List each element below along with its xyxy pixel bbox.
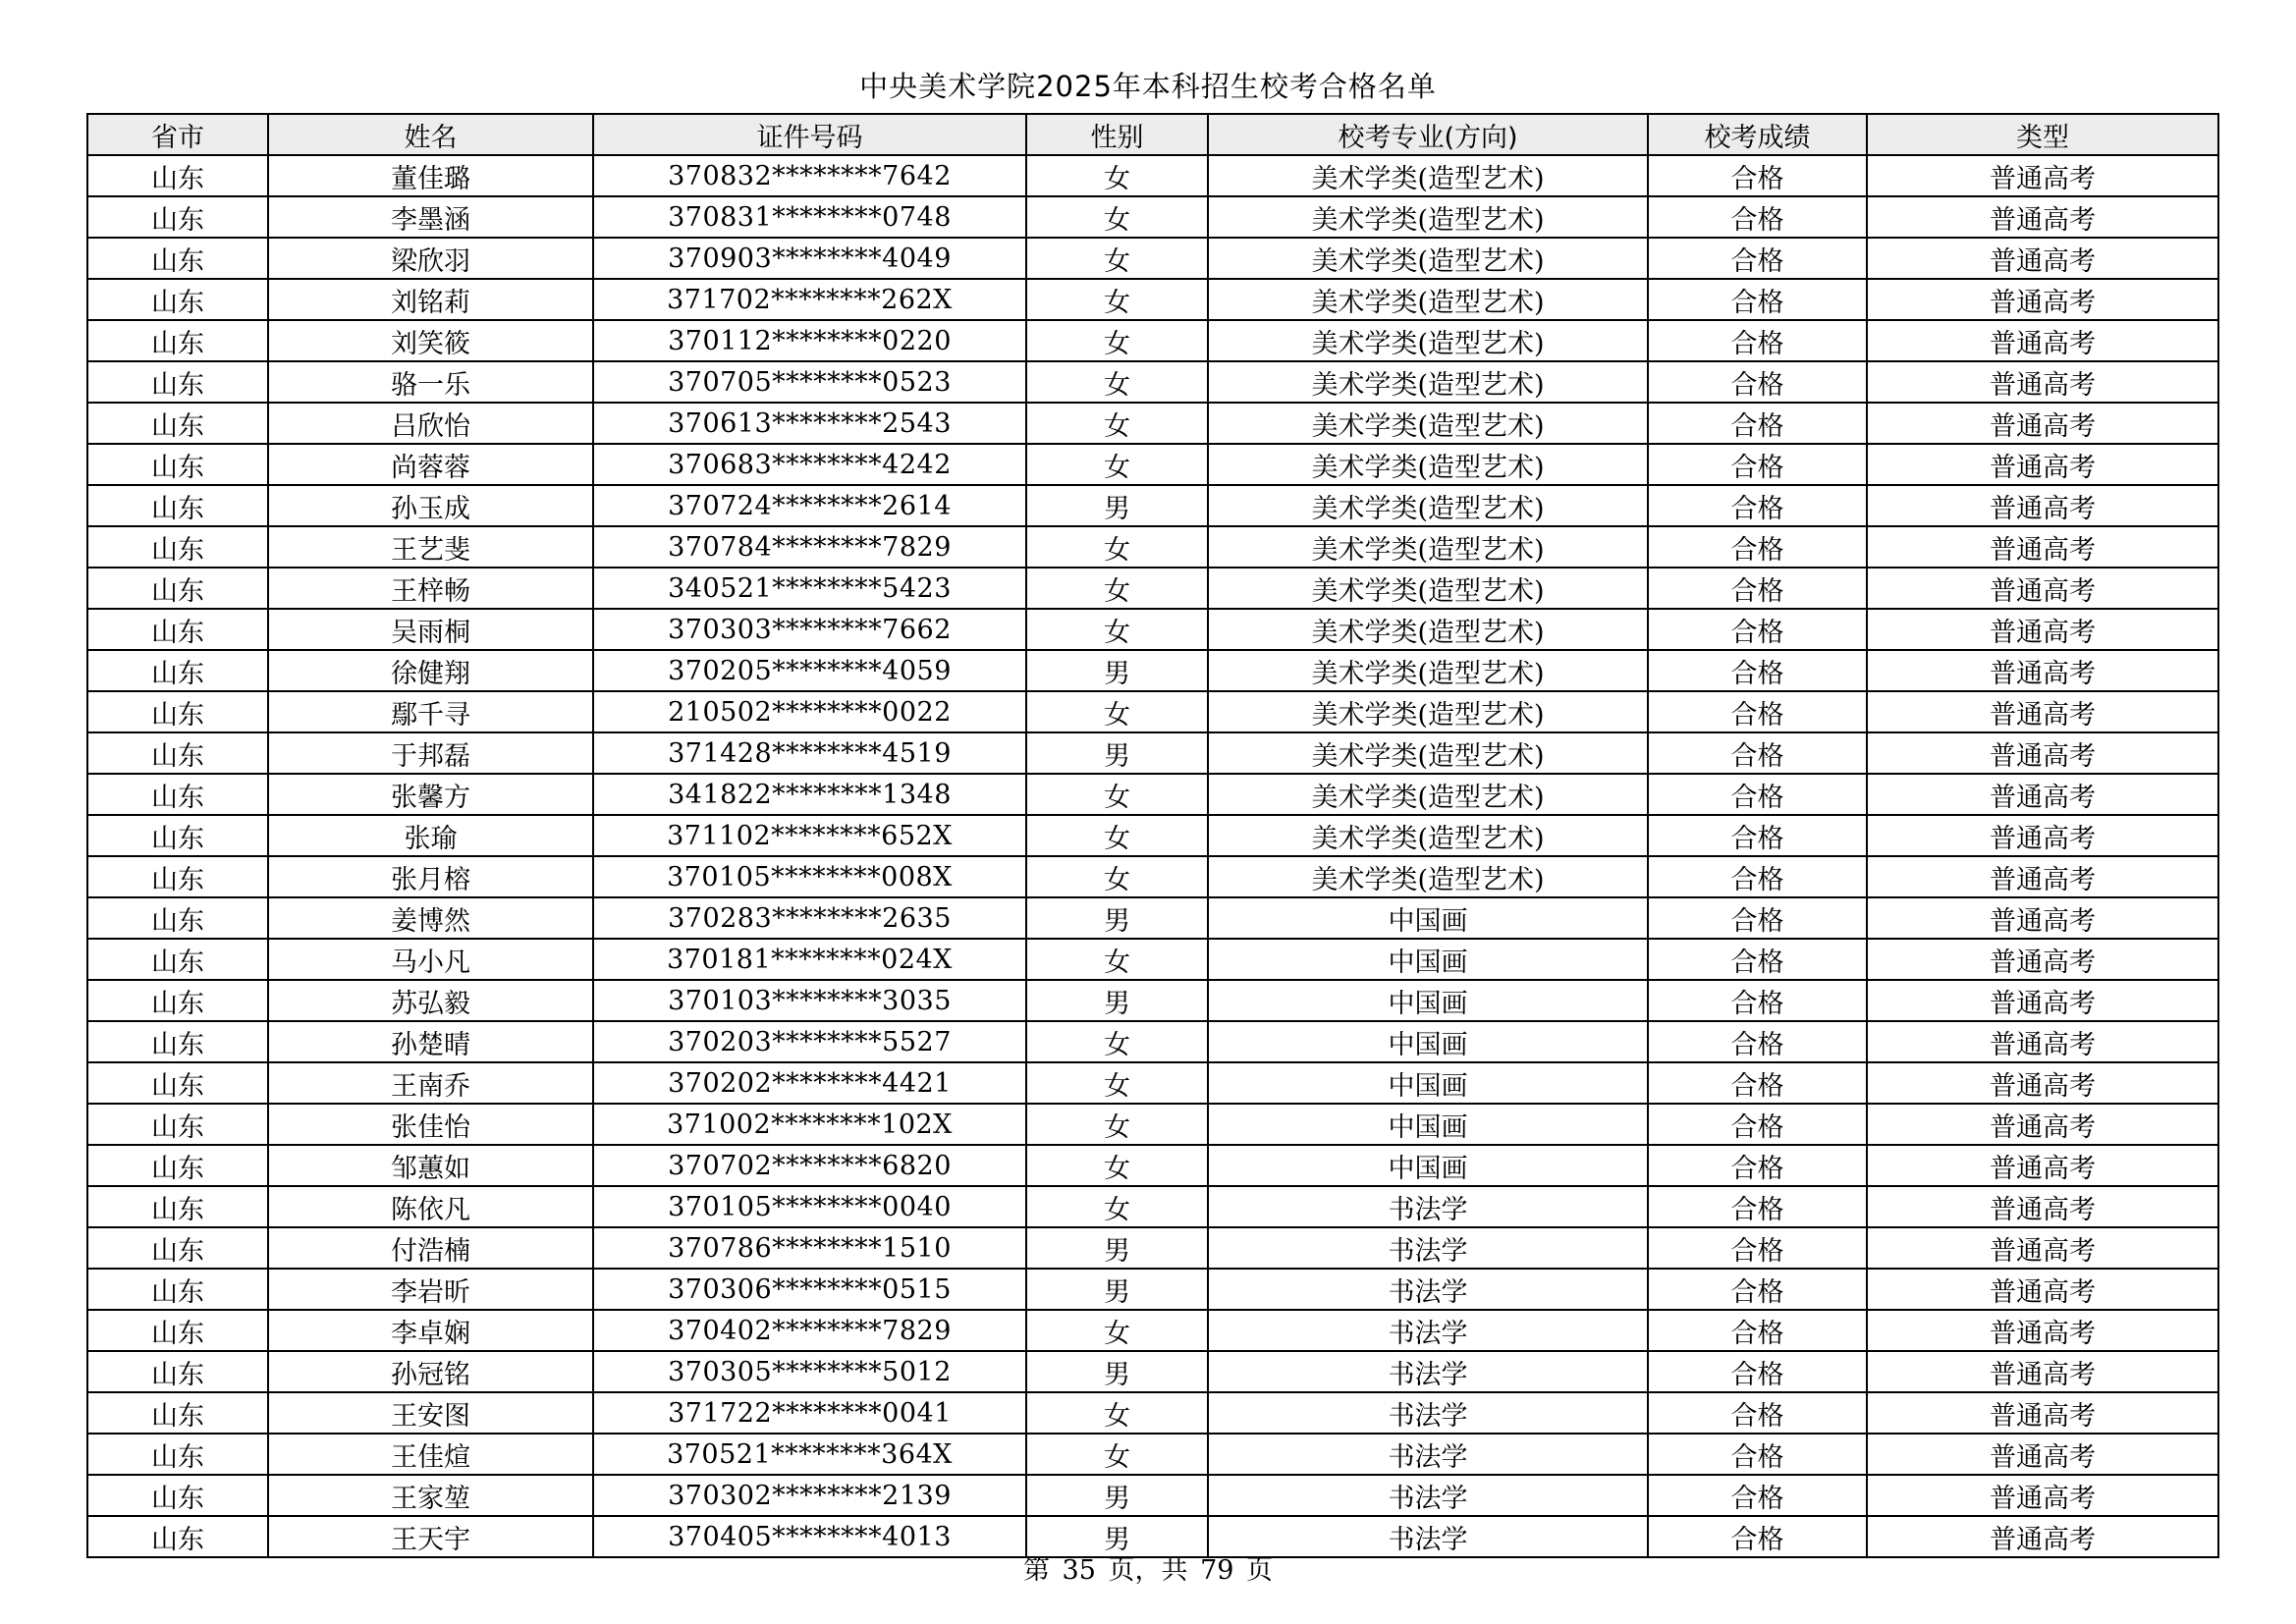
cell-name: 尚蓉蓉 (268, 444, 593, 485)
cell-type: 普通高考 (1867, 980, 2218, 1021)
cell-type: 普通高考 (1867, 774, 2218, 815)
cell-gender: 女 (1026, 609, 1208, 650)
cell-result: 合格 (1648, 939, 1867, 980)
cell-result: 合格 (1648, 732, 1867, 774)
cell-name: 王佳煊 (268, 1434, 593, 1475)
cell-name: 李墨涵 (268, 196, 593, 238)
table-row (87, 1434, 2218, 1475)
header-province: 省市 (87, 114, 268, 155)
cell-result: 合格 (1648, 196, 1867, 238)
table-row (87, 196, 2218, 238)
cell-id-number: 370784********7829 (593, 526, 1026, 568)
cell-name: 梁欣羽 (268, 238, 593, 279)
cell-name: 姜博然 (268, 897, 593, 939)
cell-id-number: 370613********2543 (593, 403, 1026, 444)
header-gender: 性别 (1026, 114, 1208, 155)
cell-name: 王安图 (268, 1392, 593, 1434)
cell-name: 孙玉成 (268, 485, 593, 526)
cell-id-number: 370683********4242 (593, 444, 1026, 485)
cell-name: 邹蕙如 (268, 1145, 593, 1186)
cell-gender: 女 (1026, 155, 1208, 196)
cell-type: 普通高考 (1867, 238, 2218, 279)
cell-type: 普通高考 (1867, 939, 2218, 980)
cell-province: 山东 (87, 856, 268, 897)
cell-name: 张月榕 (268, 856, 593, 897)
cell-province: 山东 (87, 155, 268, 196)
cell-id-number: 371702********262X (593, 279, 1026, 320)
cell-type: 普通高考 (1867, 320, 2218, 361)
page-footer: 第 35 页，共 79 页 (1022, 1555, 1274, 1586)
cell-major: 美术学类(造型艺术) (1208, 403, 1648, 444)
cell-type: 普通高考 (1867, 403, 2218, 444)
cell-id-number: 341822********1348 (593, 774, 1026, 815)
cell-name: 王天宇 (268, 1516, 593, 1557)
cell-province: 山东 (87, 1516, 268, 1557)
cell-gender: 女 (1026, 568, 1208, 609)
cell-id-number: 370405********4013 (593, 1516, 1026, 1557)
cell-name: 付浩楠 (268, 1227, 593, 1269)
cell-gender: 女 (1026, 196, 1208, 238)
cell-type: 普通高考 (1867, 1516, 2218, 1557)
cell-major: 中国画 (1208, 939, 1648, 980)
cell-result: 合格 (1648, 1021, 1867, 1062)
table-row (87, 774, 2218, 815)
cell-type: 普通高考 (1867, 732, 2218, 774)
cell-gender: 女 (1026, 1021, 1208, 1062)
cell-id-number: 370205********4059 (593, 650, 1026, 691)
cell-gender: 女 (1026, 1104, 1208, 1145)
cell-major: 书法学 (1208, 1392, 1648, 1434)
cell-major: 美术学类(造型艺术) (1208, 609, 1648, 650)
cell-name: 李岩昕 (268, 1269, 593, 1310)
cell-name: 刘铭莉 (268, 279, 593, 320)
table-row (87, 1062, 2218, 1104)
cell-result: 合格 (1648, 320, 1867, 361)
cell-gender: 男 (1026, 1351, 1208, 1392)
cell-gender: 女 (1026, 815, 1208, 856)
cell-id-number: 370303********7662 (593, 609, 1026, 650)
cell-major: 美术学类(造型艺术) (1208, 732, 1648, 774)
cell-name: 王南乔 (268, 1062, 593, 1104)
cell-result: 合格 (1648, 1310, 1867, 1351)
table-row (87, 1021, 2218, 1062)
cell-major: 美术学类(造型艺术) (1208, 691, 1648, 732)
cell-gender: 女 (1026, 856, 1208, 897)
table-row (87, 526, 2218, 568)
cell-result: 合格 (1648, 815, 1867, 856)
results-table (86, 113, 2219, 1558)
cell-province: 山东 (87, 815, 268, 856)
cell-province: 山东 (87, 691, 268, 732)
cell-province: 山东 (87, 1269, 268, 1310)
cell-result: 合格 (1648, 155, 1867, 196)
cell-id-number: 370181********024X (593, 939, 1026, 980)
cell-name: 董佳璐 (268, 155, 593, 196)
cell-id-number: 370202********4421 (593, 1062, 1026, 1104)
cell-major: 美术学类(造型艺术) (1208, 774, 1648, 815)
table-row (87, 320, 2218, 361)
cell-id-number: 370305********5012 (593, 1351, 1026, 1392)
cell-result: 合格 (1648, 361, 1867, 403)
table-row (87, 650, 2218, 691)
cell-name: 王艺斐 (268, 526, 593, 568)
cell-result: 合格 (1648, 1516, 1867, 1557)
cell-name: 苏弘毅 (268, 980, 593, 1021)
cell-gender: 女 (1026, 774, 1208, 815)
header-type: 类型 (1867, 114, 2218, 155)
cell-id-number: 370705********0523 (593, 361, 1026, 403)
cell-name: 王梓畅 (268, 568, 593, 609)
cell-type: 普通高考 (1867, 1434, 2218, 1475)
cell-major: 书法学 (1208, 1186, 1648, 1227)
cell-major: 美术学类(造型艺术) (1208, 238, 1648, 279)
cell-id-number: 370903********4049 (593, 238, 1026, 279)
cell-province: 山东 (87, 238, 268, 279)
cell-gender: 男 (1026, 1475, 1208, 1516)
cell-type: 普通高考 (1867, 1227, 2218, 1269)
cell-gender: 男 (1026, 897, 1208, 939)
cell-province: 山东 (87, 320, 268, 361)
cell-type: 普通高考 (1867, 361, 2218, 403)
cell-id-number: 210502********0022 (593, 691, 1026, 732)
cell-major: 美术学类(造型艺术) (1208, 361, 1648, 403)
cell-gender: 男 (1026, 485, 1208, 526)
document-title: 中央美术学院2025年本科招生校考合格名单 (859, 70, 1437, 103)
cell-province: 山东 (87, 485, 268, 526)
cell-gender: 男 (1026, 1269, 1208, 1310)
cell-id-number: 340521********5423 (593, 568, 1026, 609)
cell-name: 骆一乐 (268, 361, 593, 403)
cell-province: 山东 (87, 279, 268, 320)
cell-gender: 女 (1026, 361, 1208, 403)
cell-gender: 女 (1026, 444, 1208, 485)
cell-name: 孙楚晴 (268, 1021, 593, 1062)
cell-province: 山东 (87, 1104, 268, 1145)
cell-result: 合格 (1648, 774, 1867, 815)
cell-result: 合格 (1648, 609, 1867, 650)
cell-result: 合格 (1648, 403, 1867, 444)
cell-province: 山东 (87, 609, 268, 650)
cell-name: 孙冠铭 (268, 1351, 593, 1392)
cell-province: 山东 (87, 732, 268, 774)
cell-gender: 女 (1026, 238, 1208, 279)
cell-type: 普通高考 (1867, 1392, 2218, 1434)
cell-id-number: 370832********7642 (593, 155, 1026, 196)
cell-id-number: 370103********3035 (593, 980, 1026, 1021)
cell-result: 合格 (1648, 444, 1867, 485)
cell-id-number: 371002********102X (593, 1104, 1026, 1145)
cell-id-number: 371722********0041 (593, 1392, 1026, 1434)
cell-result: 合格 (1648, 526, 1867, 568)
cell-type: 普通高考 (1867, 1186, 2218, 1227)
cell-province: 山东 (87, 1392, 268, 1434)
cell-result: 合格 (1648, 980, 1867, 1021)
cell-province: 山东 (87, 526, 268, 568)
cell-id-number: 370786********1510 (593, 1227, 1026, 1269)
cell-id-number: 370105********008X (593, 856, 1026, 897)
cell-type: 普通高考 (1867, 1145, 2218, 1186)
table-row (87, 361, 2218, 403)
cell-province: 山东 (87, 361, 268, 403)
cell-gender: 女 (1026, 279, 1208, 320)
cell-province: 山东 (87, 774, 268, 815)
cell-result: 合格 (1648, 897, 1867, 939)
cell-type: 普通高考 (1867, 1062, 2218, 1104)
cell-major: 书法学 (1208, 1310, 1648, 1351)
cell-type: 普通高考 (1867, 568, 2218, 609)
cell-province: 山东 (87, 403, 268, 444)
cell-id-number: 370702********6820 (593, 1145, 1026, 1186)
cell-name: 王家堃 (268, 1475, 593, 1516)
cell-type: 普通高考 (1867, 279, 2218, 320)
header-result: 校考成绩 (1648, 114, 1867, 155)
cell-gender: 男 (1026, 980, 1208, 1021)
table-row (87, 1145, 2218, 1186)
cell-major: 美术学类(造型艺术) (1208, 444, 1648, 485)
cell-id-number: 370283********2635 (593, 897, 1026, 939)
cell-major: 中国画 (1208, 1104, 1648, 1145)
cell-type: 普通高考 (1867, 691, 2218, 732)
cell-major: 美术学类(造型艺术) (1208, 526, 1648, 568)
cell-type: 普通高考 (1867, 1475, 2218, 1516)
cell-result: 合格 (1648, 856, 1867, 897)
cell-id-number: 370105********0040 (593, 1186, 1026, 1227)
cell-province: 山东 (87, 1062, 268, 1104)
table-row (87, 691, 2218, 732)
cell-major: 美术学类(造型艺术) (1208, 568, 1648, 609)
cell-type: 普通高考 (1867, 650, 2218, 691)
cell-result: 合格 (1648, 568, 1867, 609)
table-row (87, 815, 2218, 856)
cell-gender: 女 (1026, 1310, 1208, 1351)
table-row (87, 279, 2218, 320)
cell-result: 合格 (1648, 279, 1867, 320)
cell-province: 山东 (87, 568, 268, 609)
cell-major: 中国画 (1208, 1145, 1648, 1186)
table-row (87, 1104, 2218, 1145)
cell-type: 普通高考 (1867, 196, 2218, 238)
cell-type: 普通高考 (1867, 1351, 2218, 1392)
table-row (87, 1310, 2218, 1351)
cell-name: 徐健翔 (268, 650, 593, 691)
cell-gender: 女 (1026, 1434, 1208, 1475)
cell-name: 张馨方 (268, 774, 593, 815)
header-id-number: 证件号码 (593, 114, 1026, 155)
table-row (87, 155, 2218, 196)
cell-name: 吴雨桐 (268, 609, 593, 650)
cell-major: 书法学 (1208, 1516, 1648, 1557)
cell-province: 山东 (87, 1434, 268, 1475)
cell-type: 普通高考 (1867, 897, 2218, 939)
header-major: 校考专业(方向) (1208, 114, 1648, 155)
table-row (87, 897, 2218, 939)
table-row (87, 732, 2218, 774)
cell-major: 美术学类(造型艺术) (1208, 320, 1648, 361)
cell-major: 中国画 (1208, 1062, 1648, 1104)
cell-name: 于邦磊 (268, 732, 593, 774)
table-row (87, 1392, 2218, 1434)
cell-type: 普通高考 (1867, 1310, 2218, 1351)
cell-type: 普通高考 (1867, 815, 2218, 856)
cell-gender: 男 (1026, 1227, 1208, 1269)
cell-province: 山东 (87, 196, 268, 238)
cell-id-number: 370302********2139 (593, 1475, 1026, 1516)
table-row (87, 1269, 2218, 1310)
cell-gender: 男 (1026, 650, 1208, 691)
cell-major: 美术学类(造型艺术) (1208, 650, 1648, 691)
cell-province: 山东 (87, 1310, 268, 1351)
cell-gender: 女 (1026, 691, 1208, 732)
cell-gender: 女 (1026, 403, 1208, 444)
cell-name: 刘笑筱 (268, 320, 593, 361)
cell-name: 李卓娴 (268, 1310, 593, 1351)
table-row (87, 485, 2218, 526)
cell-province: 山东 (87, 1021, 268, 1062)
cell-type: 普通高考 (1867, 856, 2218, 897)
table-row (87, 980, 2218, 1021)
cell-province: 山东 (87, 444, 268, 485)
cell-gender: 女 (1026, 1186, 1208, 1227)
cell-id-number: 370831********0748 (593, 196, 1026, 238)
cell-province: 山东 (87, 1186, 268, 1227)
cell-major: 美术学类(造型艺术) (1208, 279, 1648, 320)
cell-major: 美术学类(造型艺术) (1208, 856, 1648, 897)
table-row (87, 939, 2218, 980)
cell-type: 普通高考 (1867, 485, 2218, 526)
cell-result: 合格 (1648, 1269, 1867, 1310)
cell-result: 合格 (1648, 1392, 1867, 1434)
cell-province: 山东 (87, 1475, 268, 1516)
table-body (87, 155, 2218, 1557)
cell-major: 美术学类(造型艺术) (1208, 485, 1648, 526)
table-row (87, 238, 2218, 279)
cell-result: 合格 (1648, 1062, 1867, 1104)
cell-result: 合格 (1648, 691, 1867, 732)
cell-gender: 女 (1026, 1145, 1208, 1186)
cell-gender: 男 (1026, 1516, 1208, 1557)
cell-province: 山东 (87, 1145, 268, 1186)
cell-province: 山东 (87, 650, 268, 691)
table-row (87, 1227, 2218, 1269)
cell-major: 书法学 (1208, 1475, 1648, 1516)
table-row (87, 609, 2218, 650)
table-row (87, 1475, 2218, 1516)
table-row (87, 444, 2218, 485)
cell-name: 张瑜 (268, 815, 593, 856)
table-row (87, 1186, 2218, 1227)
cell-id-number: 371102********652X (593, 815, 1026, 856)
cell-major: 美术学类(造型艺术) (1208, 815, 1648, 856)
cell-gender: 女 (1026, 320, 1208, 361)
cell-gender: 女 (1026, 939, 1208, 980)
cell-major: 美术学类(造型艺术) (1208, 196, 1648, 238)
header-name: 姓名 (268, 114, 593, 155)
cell-result: 合格 (1648, 1351, 1867, 1392)
table-row (87, 403, 2218, 444)
cell-name: 陈依凡 (268, 1186, 593, 1227)
cell-province: 山东 (87, 1227, 268, 1269)
cell-id-number: 370112********0220 (593, 320, 1026, 361)
cell-result: 合格 (1648, 485, 1867, 526)
cell-result: 合格 (1648, 1145, 1867, 1186)
cell-id-number: 370203********5527 (593, 1021, 1026, 1062)
cell-province: 山东 (87, 897, 268, 939)
cell-id-number: 370402********7829 (593, 1310, 1026, 1351)
cell-major: 书法学 (1208, 1227, 1648, 1269)
cell-result: 合格 (1648, 238, 1867, 279)
cell-major: 中国画 (1208, 1021, 1648, 1062)
cell-result: 合格 (1648, 1434, 1867, 1475)
cell-province: 山东 (87, 980, 268, 1021)
cell-result: 合格 (1648, 1104, 1867, 1145)
cell-major: 书法学 (1208, 1434, 1648, 1475)
cell-type: 普通高考 (1867, 526, 2218, 568)
cell-major: 中国画 (1208, 897, 1648, 939)
table-row (87, 1516, 2218, 1557)
cell-type: 普通高考 (1867, 1104, 2218, 1145)
cell-type: 普通高考 (1867, 1021, 2218, 1062)
cell-result: 合格 (1648, 650, 1867, 691)
cell-type: 普通高考 (1867, 444, 2218, 485)
cell-type: 普通高考 (1867, 609, 2218, 650)
cell-major: 中国画 (1208, 980, 1648, 1021)
cell-gender: 女 (1026, 526, 1208, 568)
cell-gender: 女 (1026, 1062, 1208, 1104)
cell-major: 美术学类(造型艺术) (1208, 155, 1648, 196)
cell-id-number: 370306********0515 (593, 1269, 1026, 1310)
table-header-row (87, 114, 2218, 155)
table-row (87, 856, 2218, 897)
cell-type: 普通高考 (1867, 155, 2218, 196)
cell-id-number: 370724********2614 (593, 485, 1026, 526)
table-row (87, 568, 2218, 609)
cell-type: 普通高考 (1867, 1269, 2218, 1310)
cell-name: 鄢千寻 (268, 691, 593, 732)
cell-gender: 男 (1026, 732, 1208, 774)
cell-major: 书法学 (1208, 1351, 1648, 1392)
cell-result: 合格 (1648, 1475, 1867, 1516)
cell-major: 书法学 (1208, 1269, 1648, 1310)
table-row (87, 1351, 2218, 1392)
cell-id-number: 371428********4519 (593, 732, 1026, 774)
cell-result: 合格 (1648, 1227, 1867, 1269)
cell-name: 马小凡 (268, 939, 593, 980)
cell-province: 山东 (87, 1351, 268, 1392)
cell-result: 合格 (1648, 1186, 1867, 1227)
cell-province: 山东 (87, 939, 268, 980)
cell-gender: 女 (1026, 1392, 1208, 1434)
cell-id-number: 370521********364X (593, 1434, 1026, 1475)
cell-name: 张佳怡 (268, 1104, 593, 1145)
cell-name: 吕欣怡 (268, 403, 593, 444)
